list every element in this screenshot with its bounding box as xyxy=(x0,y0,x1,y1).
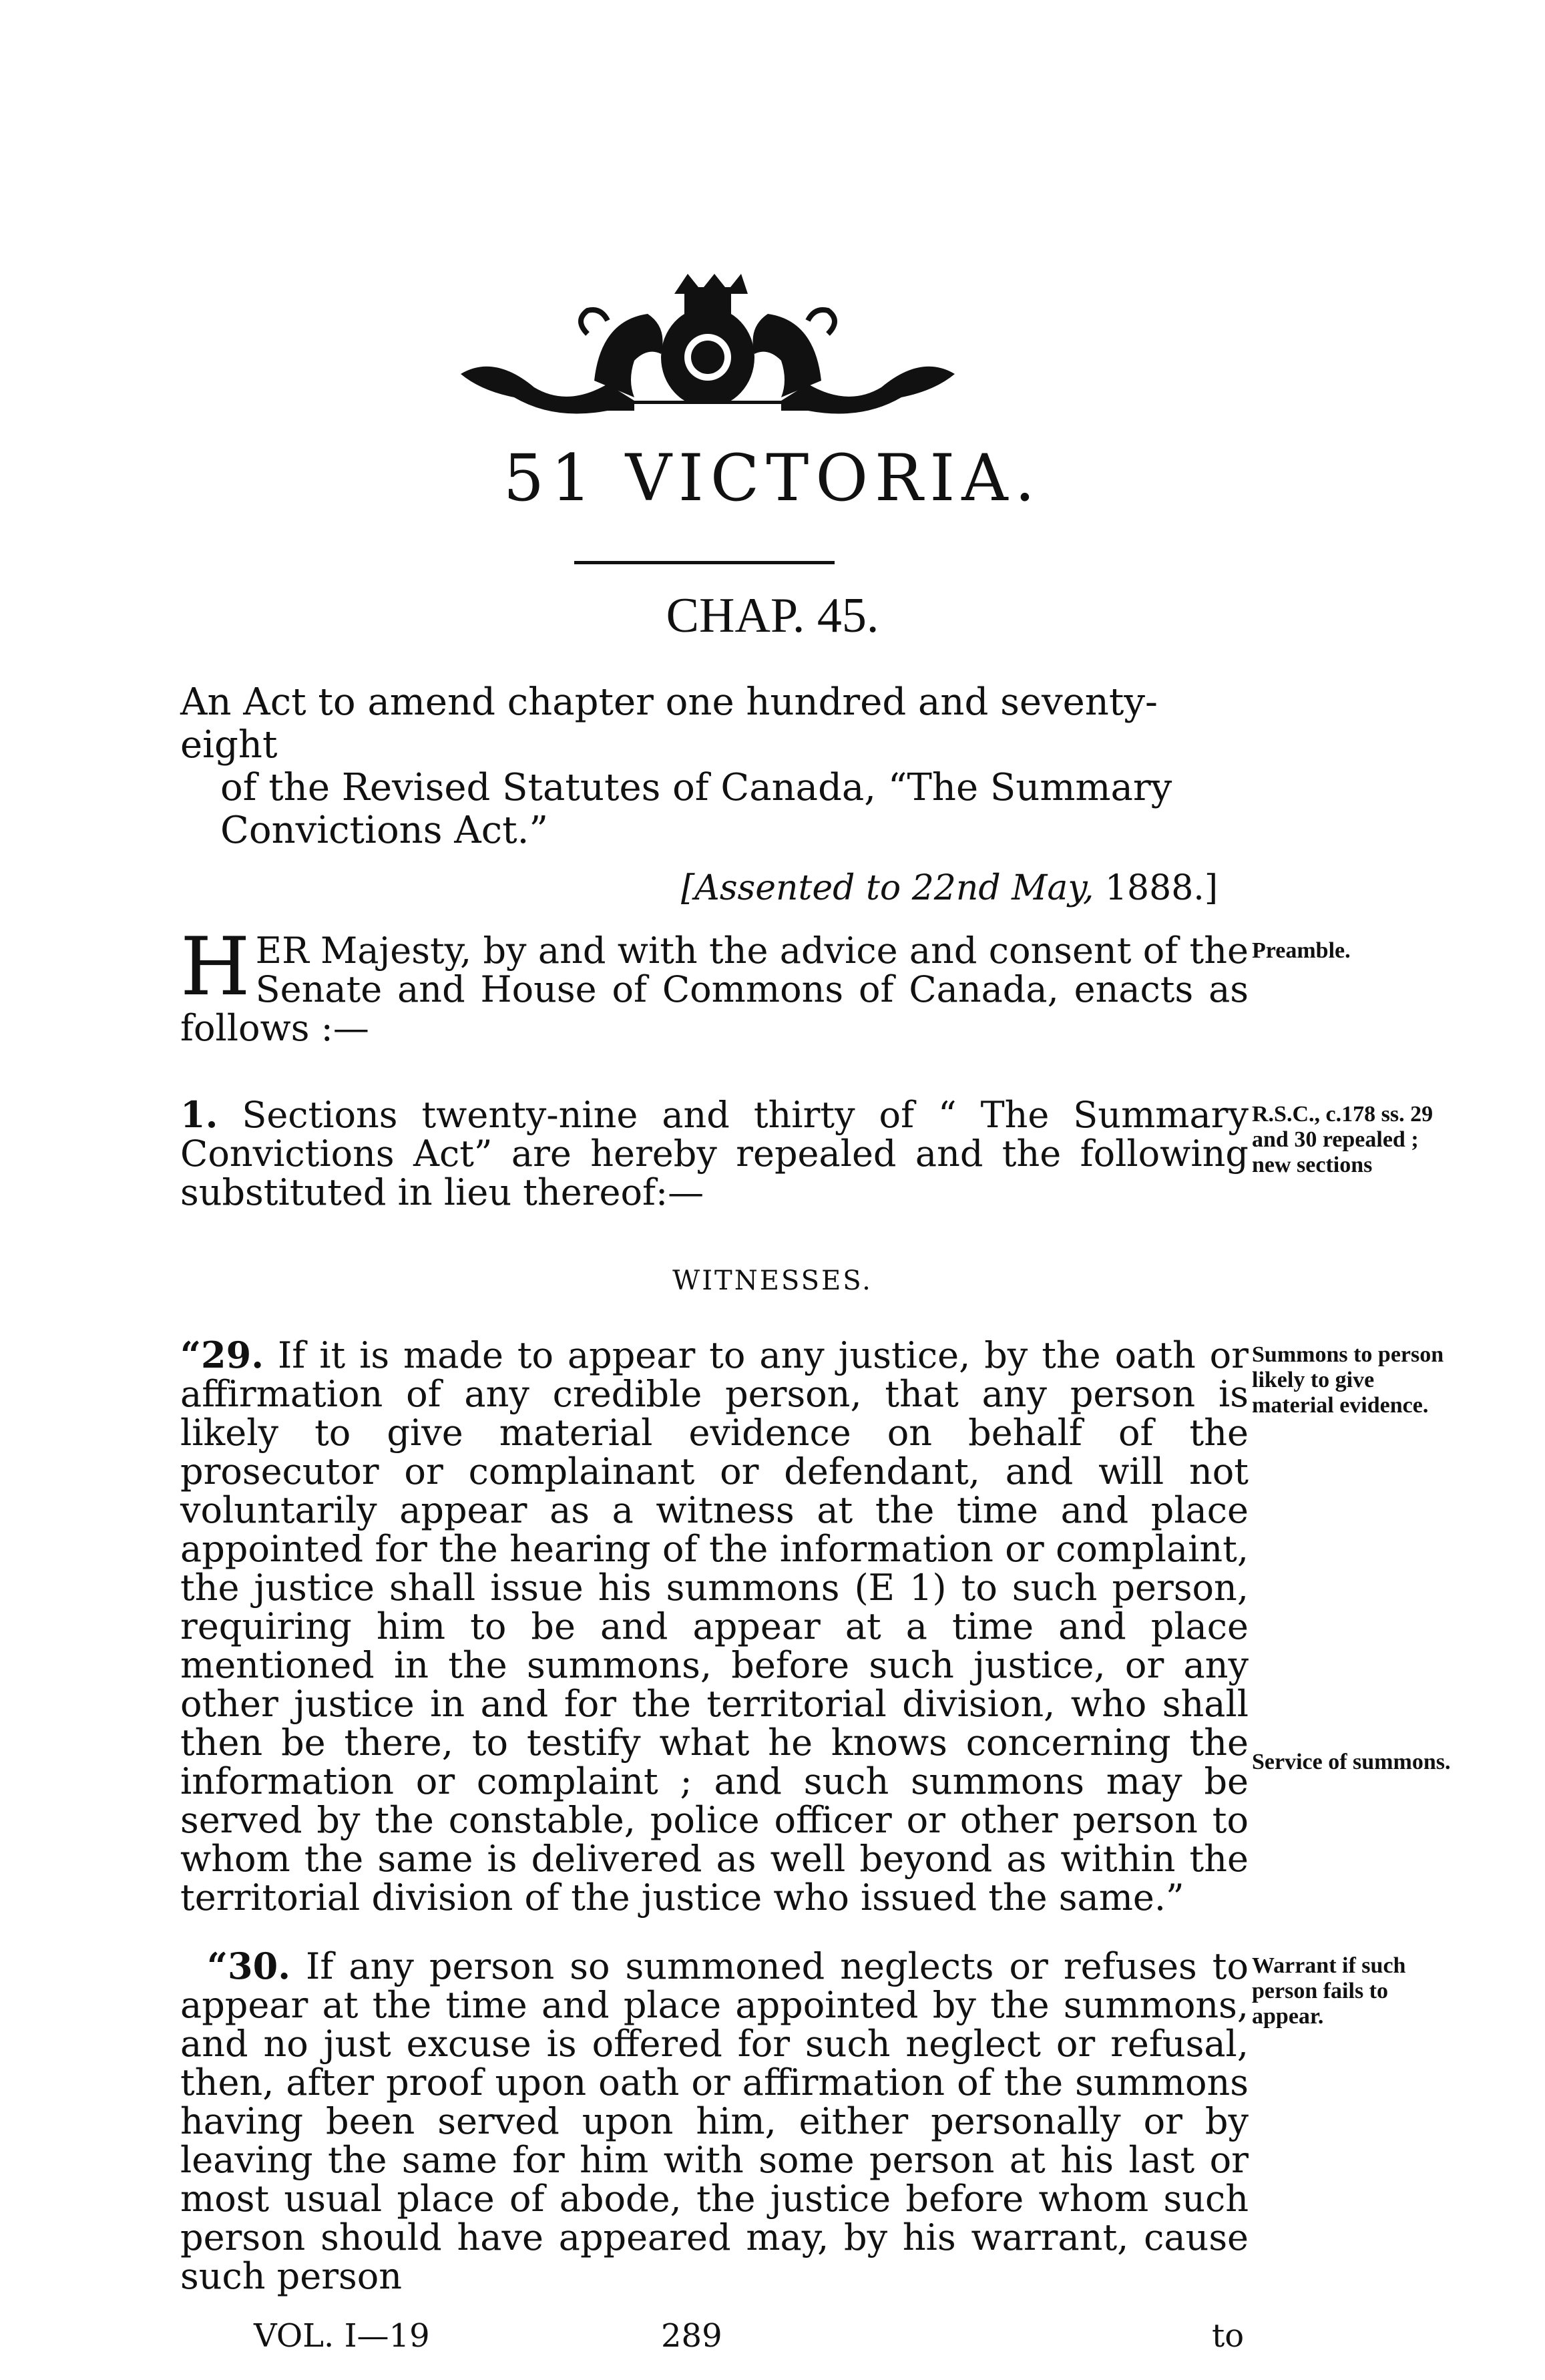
assent-prefix: [Assented to 22nd May, xyxy=(681,868,1094,908)
margin-note-summons: Summons to person likely to give material evidence. xyxy=(1252,1342,1444,1418)
long-title-line: of the Revised Statutes of Canada, “The Summary xyxy=(220,766,1172,809)
section-number: “30. xyxy=(207,1945,291,1987)
assent-year: 1888.] xyxy=(1104,868,1219,908)
margin-note-service: Service of summons. xyxy=(1252,1750,1451,1774)
title-divider xyxy=(574,561,835,564)
preamble-paragraph xyxy=(180,921,1249,1049)
section-heading: WITNESSES. xyxy=(672,1265,873,1296)
section-29 xyxy=(180,1336,1249,1917)
section-number: 1. xyxy=(180,1093,218,1136)
chapter-number: CHAP. 45. xyxy=(666,588,879,643)
margin-note-warrant: Warrant if such person fails to appear. xyxy=(1252,1953,1406,2029)
section-text: If it is made to appear to any justice, by the oath or affirmation of any credible person, that any person is likely to give material evidence on behalf of the prosecutor or complainant or defendant, and will not voluntarily appear as a witness at the time and place appointed for the hearing of the information or complaint, the justice shall issue his summons (E 1) to such person, requiring him to be and appear at a time and place mentioned in the summons, before such justice, or any other justice in and for the territorial division, who shall then be there, to testify what he knows concerning the information or complaint ; and such summons may be served by the constable, police officer or other person to whom the same is delivered as well beyond as within the territorial division of the justice who issued the same.” xyxy=(180,1334,1249,1919)
section-1 xyxy=(180,1095,1249,1212)
section-text: If any person so summoned neglects or refuses to appear at the time and place appointed by the summons, and no just excuse is offered for such neglect or refusal, then, after proof upon oath or affirmation of the summons having been served upon him, either personally or by leaving the same for him with some person at his last or most usual place of abode, the justice before whom such person should have appeared may, by his warrant, cause such person xyxy=(180,1945,1249,2297)
page-number: 289 xyxy=(661,2317,722,2355)
assent-date xyxy=(681,868,1218,908)
margin-note-preamble: Preamble. xyxy=(1252,938,1351,963)
act-long-title xyxy=(180,681,1249,852)
section-text: Sections twenty-nine and thirty of “ The Summary Convictions Act” are hereby repealed and the following substituted in lieu thereof:— xyxy=(180,1094,1249,1213)
long-title-line: An Act to amend chapter one hundred and seventy-eight xyxy=(180,680,1158,767)
section-30 xyxy=(180,1947,1249,2296)
page-title: 51 VICTORIA. xyxy=(503,441,1042,516)
preamble-text: ER Majesty, by and with the advice and consent of the Senate and House of Commons of Canada, enacts as follows :— xyxy=(180,930,1249,1049)
drop-cap: H xyxy=(180,921,250,1014)
margin-note-section-1: R.S.C., c.178 ss. 29 and 30 repealed ; new sections xyxy=(1252,1102,1433,1177)
royal-coat-of-arms-icon xyxy=(434,274,981,427)
section-number: “29. xyxy=(180,1334,264,1376)
long-title-line: Convictions Act.” xyxy=(220,809,549,852)
catchword: to xyxy=(1212,2317,1245,2355)
footer-volume: VOL. I—19 xyxy=(254,2317,430,2355)
